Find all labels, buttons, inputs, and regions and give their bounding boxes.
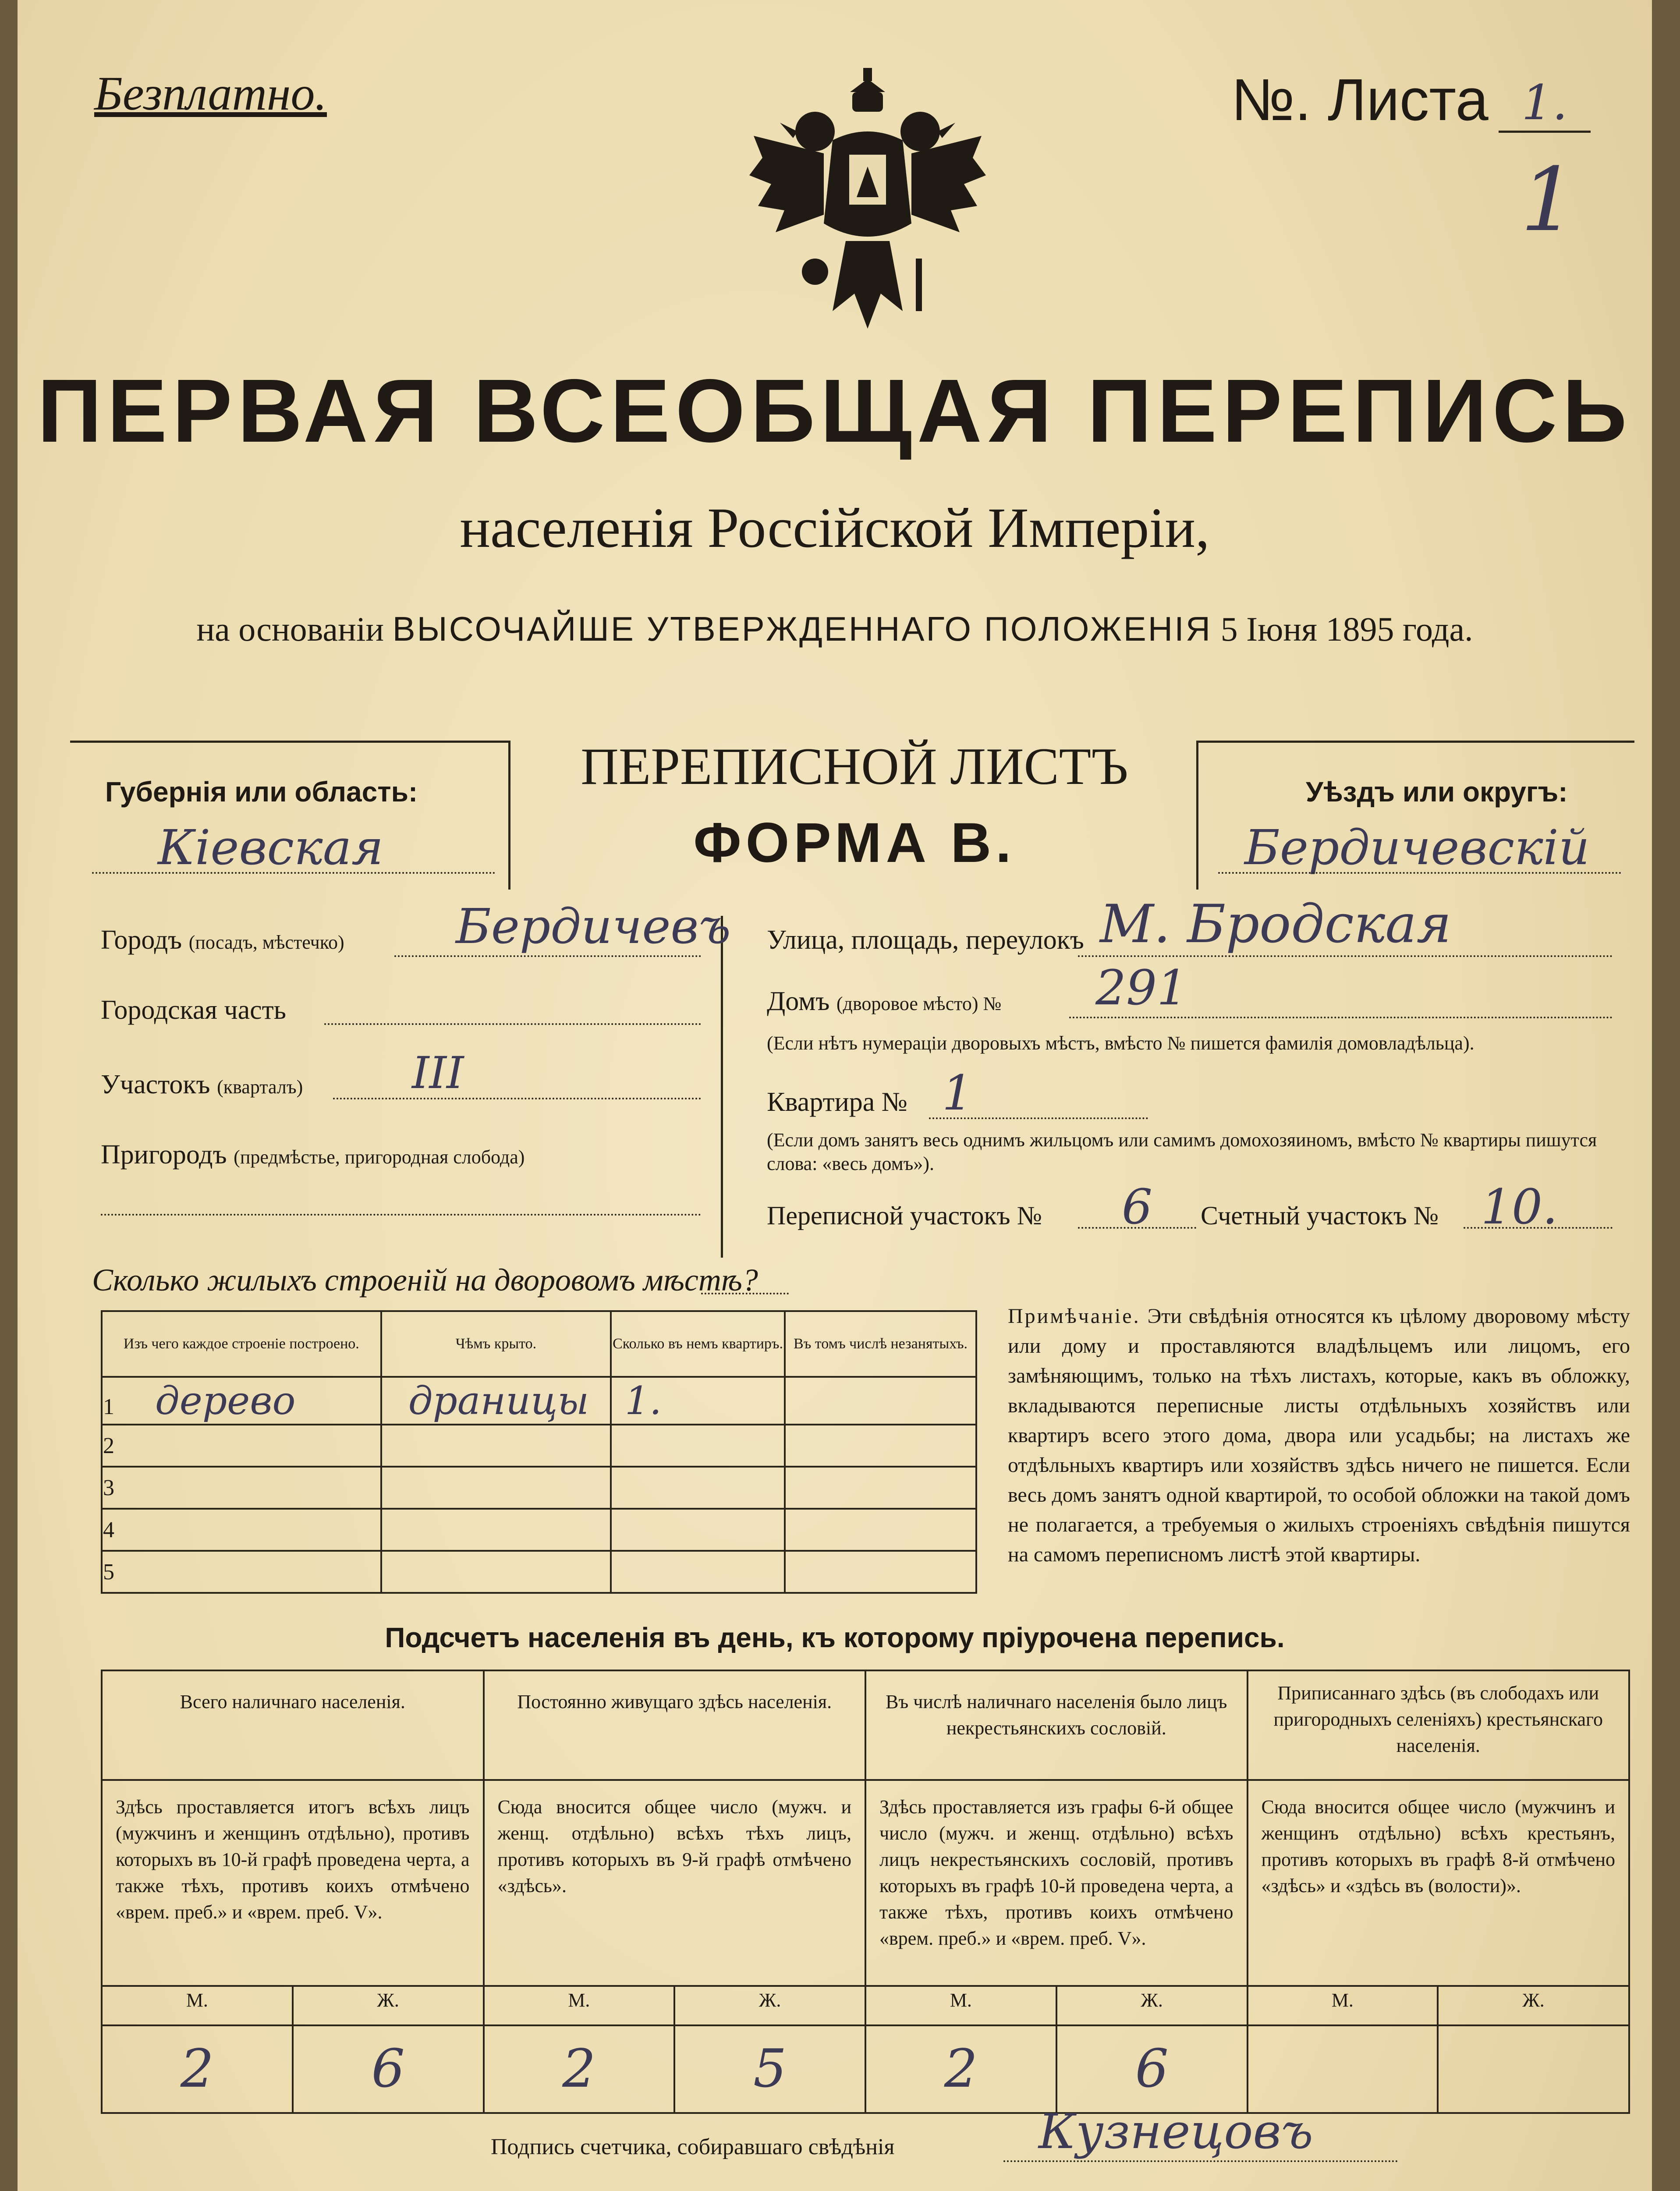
suburb-note: (предмѣстье, пригородная слобода)	[234, 1146, 525, 1168]
city-field	[101, 925, 344, 956]
buildings-header-material: Изъ чего каждое строеніе построено.	[102, 1311, 381, 1377]
population-permanent-f: 5	[674, 2025, 865, 2113]
basis-caps: ВЫСОЧАЙШЕ УТВЕРЖДЕННАГО ПОЛОЖЕНІЯ	[392, 610, 1212, 648]
table-row	[102, 1425, 976, 1467]
population-present-m: 2	[102, 2025, 293, 2113]
population-header-permanent: Постоянно живущаго здѣсь населенія.	[484, 1670, 866, 1780]
basis-prefix: на основаніи	[196, 610, 384, 648]
imperial-eagle-emblem	[745, 66, 990, 346]
population-m-header: М.	[865, 1986, 1056, 2025]
buildings-cell-roof	[381, 1509, 611, 1551]
suburb-field	[101, 1139, 525, 1170]
house-value: 291	[1095, 960, 1187, 1016]
population-header-non-peasant: Въ числѣ наличнаго населенія было лицъ некрестьянскихъ сословій.	[865, 1670, 1248, 1780]
population-header-registered-peasant: Приписаннаго здѣсь (въ слободахъ или пригородныхъ селеніяхъ) крестьянскаго населенія.	[1248, 1670, 1630, 1780]
buildings-cell-apartments	[611, 1551, 785, 1593]
buildings-cell-vacant	[785, 1551, 976, 1593]
population-f-header: Ж.	[293, 1986, 484, 2025]
table-row	[102, 1467, 976, 1509]
house-label: Домъ	[767, 986, 830, 1016]
population-registered-f	[1438, 2025, 1629, 2113]
population-header-present: Всего наличнаго населенія.	[102, 1670, 484, 1780]
buildings-table	[101, 1310, 977, 1594]
count-area-value: 10.	[1481, 1179, 1558, 1235]
buildings-cell-vacant	[785, 1425, 976, 1467]
district-value: III	[412, 1047, 464, 1099]
house-hint: (Если нѣтъ нумераціи дворовыхъ мѣстъ, вмѣсто № пишется фамилія домовладѣльца).	[767, 1032, 1474, 1054]
buildings-cell-roof: драницы	[381, 1377, 611, 1425]
uezd-label: Уѣздъ или округъ:	[1306, 776, 1568, 808]
census-basis	[18, 609, 1652, 649]
signature-value: Кузнецовъ	[1038, 2103, 1313, 2159]
buildings-header-apartments: Сколько въ немъ квартиръ.	[611, 1311, 785, 1377]
table-row	[102, 1377, 976, 1425]
sheet-number-value: 1.	[1499, 74, 1591, 133]
population-m-header: М.	[1248, 1986, 1438, 2025]
population-non-peasant-m: 2	[865, 2025, 1056, 2113]
sheet-number-label: №. Листа	[1231, 67, 1489, 133]
guberniya-label: Губернія или область:	[105, 776, 418, 808]
buildings-cell-roof	[381, 1551, 611, 1593]
basis-date: 5 Іюня 1895 года.	[1220, 610, 1473, 648]
guberniya-value: Кіевская	[158, 819, 384, 876]
street-label: Улица, площадь, переулокъ	[767, 925, 1084, 955]
population-m-header: М.	[102, 1986, 293, 2025]
population-desc-non-peasant: Здѣсь проставляется изъ графы 6-й общее число (мужч. и женщ. отдѣльно) всѣхъ лицъ некрестьянскихъ сословій, противъ которыхъ въ графѣ 10-й проведена черта, а также тѣхъ, противъ коихъ отмѣчено «врем. преб.» и «врем. преб. V».	[865, 1780, 1248, 1986]
count-area-label: Счетный участокъ №	[1201, 1201, 1439, 1230]
district-note: (кварталъ)	[217, 1076, 303, 1098]
population-registered-m	[1248, 2025, 1438, 2113]
buildings-cell-material: 5	[102, 1551, 381, 1593]
house-note: (дворовое мѣсто) №	[836, 993, 1002, 1014]
population-title: Подсчетъ населенія въ день, къ которому пріурочена перепись.	[385, 1622, 1285, 1653]
population-desc-registered-peasant: Сюда вносится общее число (мужчинъ и женщинъ отдѣльно) всѣхъ крестьянъ, противъ которыхъ въ графѣ 8-й отмѣчено «здѣсь» и «здѣсь въ (волости)».	[1248, 1780, 1630, 1986]
buildings-note	[1008, 1301, 1630, 1570]
note-text: Эти свѣдѣнія относятся къ цѣлому дворовому мѣсту или дому и проставляются владѣльцемъ или лицомъ, его замѣняющимъ, только на тѣхъ листахъ, которые, какъ въ обложку, вкладываются переписные листы отдѣльныхъ хозяйствъ или квартиръ всего этого дома, двора или усадьбы; на листахъ же отдѣльныхъ квартиръ или хозяйствъ здѣсь ничего не пишется. Если весь домъ занятъ одной квартирой, то особой обложки на такой домъ не полагается, а требуемыя о жилыхъ строеніяхъ свѣдѣнія пишутся на самомъ переписномъ листѣ этой квартиры.	[1008, 1305, 1630, 1566]
buildings-cell-vacant	[785, 1377, 976, 1425]
city-note: (посадъ, мѣстечко)	[188, 932, 344, 953]
buildings-cell-apartments	[611, 1467, 785, 1509]
table-row	[102, 1551, 976, 1593]
form-name: ФОРМА В.	[693, 812, 1016, 874]
census-subtitle: населенія Россійской Имперіи,	[460, 496, 1210, 560]
buildings-cell-roof	[381, 1467, 611, 1509]
suburb-label: Пригородъ	[101, 1140, 227, 1170]
city-value: Бердичевъ	[456, 898, 731, 954]
apartment-value: 1	[942, 1065, 973, 1121]
buildings-cell-roof	[381, 1425, 611, 1467]
buildings-cell-apartments: 1.	[611, 1377, 785, 1425]
population-permanent-m: 2	[484, 2025, 675, 2113]
census-sheet	[18, 0, 1652, 2191]
buildings-header-roof: Чѣмъ крыто.	[381, 1311, 611, 1377]
population-f-header: Ж.	[1438, 1986, 1629, 2025]
district-field	[101, 1069, 303, 1100]
census-title: ПЕРВАЯ ВСЕОБЩАЯ ПЕРЕПИСЬ	[37, 361, 1632, 461]
signature-label: Подпись счетчика, собиравшаго свѣдѣнія	[491, 2134, 895, 2159]
form-title: ПЕРЕПИСНОЙ ЛИСТЪ	[581, 737, 1128, 795]
uezd-value: Бердичевскій	[1244, 819, 1590, 876]
house-field	[767, 986, 1002, 1017]
buildings-cell-material: 3	[102, 1467, 381, 1509]
buildings-cell-vacant	[785, 1509, 976, 1551]
buildings-cell-vacant	[785, 1467, 976, 1509]
population-table	[101, 1670, 1630, 2114]
census-area-value: 6	[1122, 1179, 1152, 1235]
street-value: М. Бродская	[1100, 894, 1452, 955]
population-f-header: Ж.	[674, 1986, 865, 2025]
apartment-label: Квартира №	[767, 1087, 907, 1117]
city-label: Городъ	[101, 925, 182, 955]
buildings-cell-apartments	[611, 1509, 785, 1551]
population-f-header: Ж.	[1056, 1986, 1248, 2025]
free-label: Безплатно.	[94, 67, 327, 120]
census-area-label: Переписной участокъ №	[767, 1201, 1042, 1230]
population-desc-present: Здѣсь проставляется итогъ всѣхъ лицъ (мужчинъ и женщинъ отдѣльно), противъ которыхъ въ 10-й графѣ проведена черта, а также тѣхъ, противъ коихъ отмѣчено «врем. преб.» и «врем. преб. V».	[102, 1780, 484, 1986]
note-title: Примѣчаніе.	[1008, 1305, 1141, 1328]
buildings-cell-material: 4	[102, 1509, 381, 1551]
buildings-cell-material: 1 дерево	[102, 1377, 381, 1425]
buildings-cell-apartments	[611, 1425, 785, 1467]
population-non-peasant-f: 6	[1056, 2025, 1248, 2113]
buildings-question: Сколько жилыхъ строеній на дворовомъ мѣстѣ?	[92, 1262, 758, 1298]
buildings-cell-material: 2	[102, 1425, 381, 1467]
city-part-label: Городская часть	[101, 995, 286, 1025]
corner-number: 1	[1521, 149, 1577, 251]
buildings-header-vacant: Въ томъ числѣ незанятыхъ.	[785, 1311, 976, 1377]
table-row	[102, 1509, 976, 1551]
district-label: Участокъ	[101, 1070, 210, 1099]
apartment-hint: (Если домъ занятъ весь однимъ жильцомъ или самимъ домохозяиномъ, вмѣсто № квартиры пишутся слова: «весь домъ»).	[767, 1129, 1597, 1174]
population-present-f: 6	[293, 2025, 484, 2113]
population-desc-permanent: Сюда вносится общее число (мужч. и женщ. отдѣльно) всѣхъ тѣхъ лицъ, противъ которыхъ въ 9-й графѣ отмѣчено «здѣсь».	[484, 1780, 866, 1986]
population-m-header: М.	[484, 1986, 675, 2025]
